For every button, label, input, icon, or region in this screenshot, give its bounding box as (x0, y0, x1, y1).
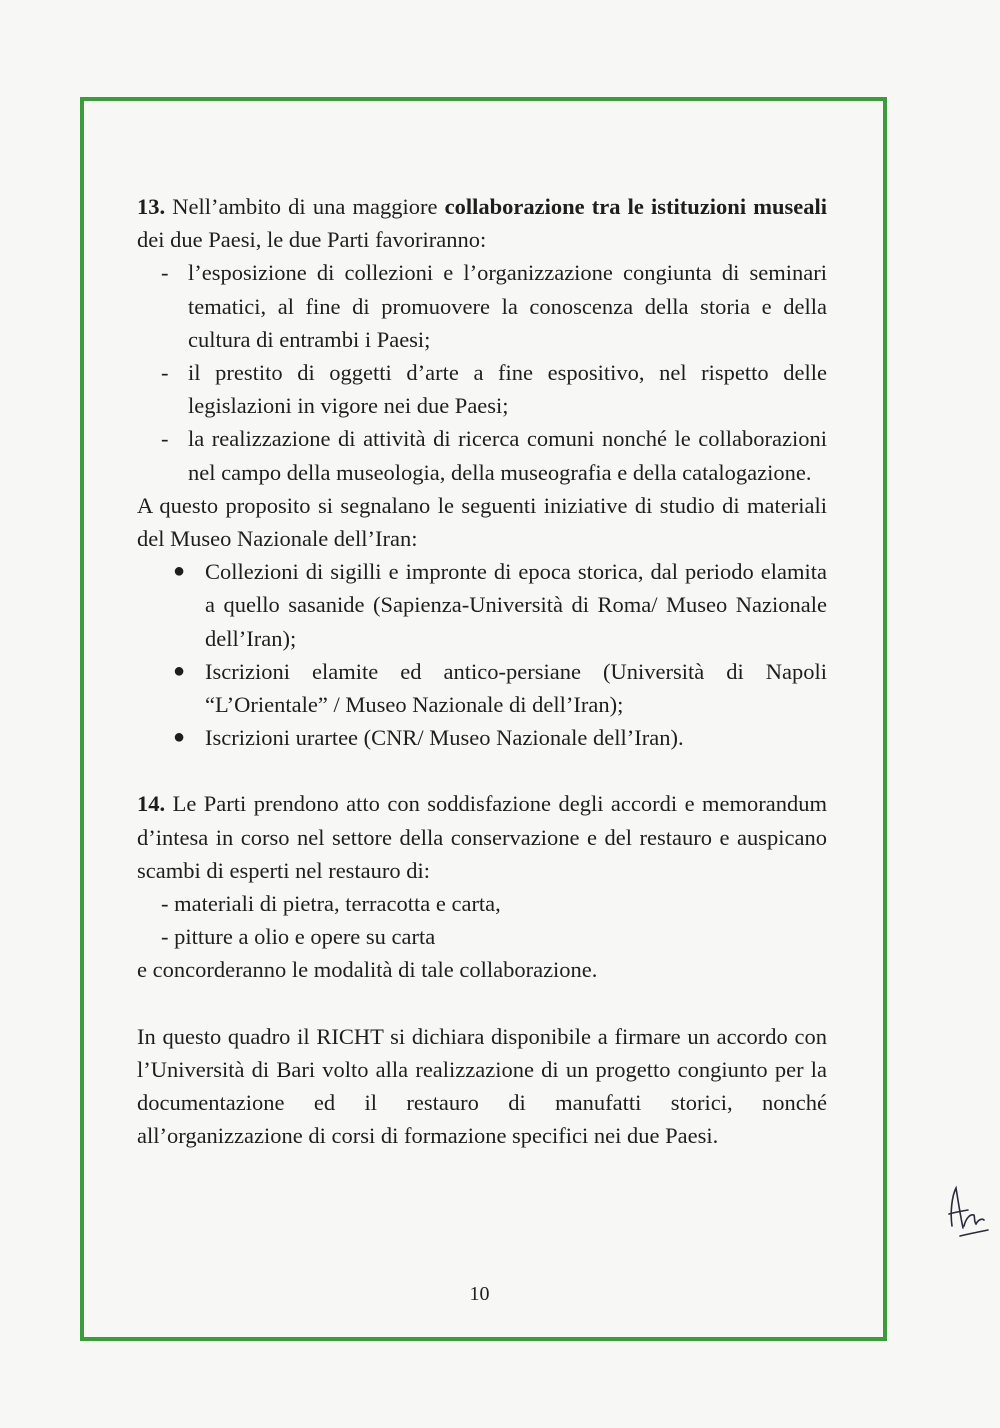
section-13-intro-bold: collaborazione tra le istituzioni museali (444, 194, 827, 219)
list-item (137, 655, 827, 721)
section-14-intro (137, 787, 827, 887)
list-item-text: Iscrizioni urartee (CNR/ Museo Nazionale dell’Iran). (205, 725, 684, 751)
list-item: - l’esposizione di collezioni e l’organizzazione congiunta di seminari tematici, al fine di promuovere la conoscenza della storia e della cultura di entrambi i Paesi; (161, 260, 827, 352)
page-number: 10 (469, 1283, 490, 1305)
section-13-paragraph: A questo proposito si segnalano le seguenti iniziative di studio di materiali del Museo Nazionale dell’Iran: (137, 492, 827, 552)
section-14-closing: e concorderanno le modalità di tale collaborazione. (137, 957, 598, 983)
list-item: - il prestito di oggetti d’arte a fine espositivo, nel rispetto delle legislazioni in vigore nei due Paesi; (161, 360, 827, 419)
bullet-icon: ● (173, 560, 186, 583)
section-13-intro-text-a: Nell’ambito di una maggiore (165, 194, 445, 219)
list-item-text: Collezioni di sigilli e impronte di epoca storica, dal periodo elamita a quello sasanide (Sapienza-Università di Roma/ Museo Nazionale dell’Iran); (205, 559, 827, 651)
bullet-icon: ● (173, 726, 186, 749)
list-item-text: il prestito di oggetti d’arte a fine espositivo, nel rispetto delle legislazioni in vigore nei due Paesi; (188, 360, 827, 419)
section-13-intro (137, 190, 827, 256)
list-item (137, 721, 827, 754)
richt-paragraph: In questo quadro il RICHT si dichiara disponibile a firmare un accordo con l’Università di Bari volto alla realizzazione di un progetto congiunto per la documentazione ed il restauro di manufatti storici, nonché all’organizzazione di corsi di formazione specifici nei due Paesi. (137, 1023, 827, 1149)
bullet-icon: ● (173, 659, 186, 682)
section-13-bullet-list (137, 555, 827, 754)
document-body (137, 190, 827, 1152)
section-13-dash-list (137, 256, 827, 488)
list-item-text: la realizzazione di attività di ricerca comuni nonché le collaborazioni nel campo della museologia, della museografia e della catalogazione. (188, 426, 827, 485)
list-item-text: l’esposizione di collezioni e l’organizzazione congiunta di seminari tematici, al fine di promuovere la conoscenza della storia e della cultura di entrambi i Paesi; (188, 260, 827, 352)
section-13-intro-text-b: dei due Paesi, le due Parti favoriranno: (137, 227, 487, 253)
section-13-number: 13. (137, 194, 166, 219)
signature-initials (938, 1168, 998, 1248)
list-item: - la realizzazione di attività di ricerca comuni nonché le collaborazioni nel campo della museologia, della museografia e della catalogazione. (161, 426, 827, 485)
section-14-number: 14. (137, 791, 166, 817)
section-14-intro-text: Le Parti prendono atto con soddisfazione degli accordi e memorandum d’intesa in corso nel settore della conservazione e del restauro e auspicano scambi di esperti nel restauro di: (137, 791, 827, 883)
section-14-item: - pitture a olio e opere su carta (161, 924, 436, 950)
list-item (137, 555, 827, 655)
list-item-text: Iscrizioni elamite ed antico-persiane (Università di Napoli “L’Orientale” / Museo Nazionale di dell’Iran); (205, 658, 827, 718)
section-14-item: - materiali di pietra, terracotta e carta, (161, 891, 501, 917)
